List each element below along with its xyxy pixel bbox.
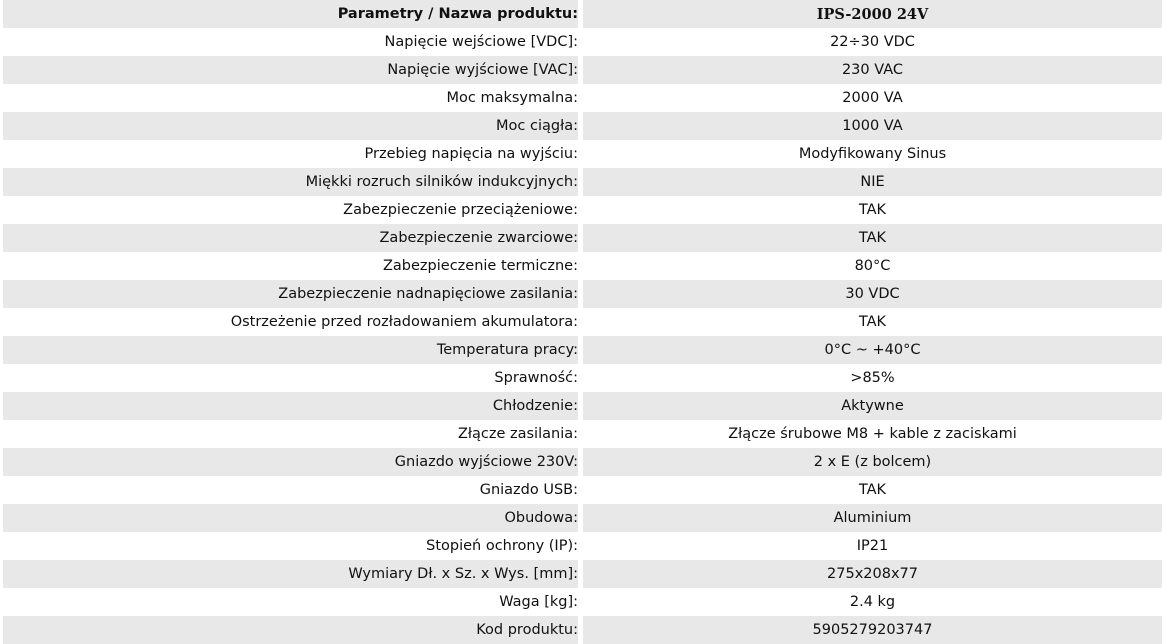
spec-value: NIE — [860, 174, 885, 190]
spec-value: 0°C ~ +40°C — [824, 342, 921, 358]
spec-value: 275x208x77 — [827, 566, 918, 582]
spec-header-row — [3, 0, 1162, 28]
spec-row — [3, 616, 1162, 644]
spec-label: Wymiary Dł. x Sz. x Wys. [mm]: — [348, 566, 578, 582]
spec-label: Zabezpieczenie nadnapięciowe zasilania: — [278, 286, 578, 302]
spec-value: TAK — [858, 482, 887, 498]
spec-label: Kod produktu: — [476, 622, 578, 638]
spec-value: 5905279203747 — [812, 622, 933, 638]
spec-value: IP21 — [856, 538, 889, 554]
spec-value: TAK — [858, 314, 887, 330]
spec-value: TAK — [858, 202, 887, 218]
spec-row — [3, 224, 1162, 252]
spec-row — [3, 476, 1162, 504]
spec-label: Napięcie wyjściowe [VAC]: — [387, 62, 578, 78]
spec-row — [3, 448, 1162, 476]
spec-value: Aktywne — [841, 398, 904, 414]
spec-label: Zabezpieczenie zwarciowe: — [379, 230, 578, 246]
spec-label: Gniazdo wyjściowe 230V: — [394, 454, 578, 470]
spec-label: Zabezpieczenie termiczne: — [382, 258, 578, 274]
spec-rows — [3, 28, 1162, 644]
spec-row — [3, 588, 1162, 616]
spec-value: 80°C — [854, 258, 891, 274]
spec-value: 230 VAC — [841, 62, 904, 78]
spec-label: Moc maksymalna: — [446, 90, 578, 106]
spec-value: 2000 VA — [842, 90, 903, 106]
spec-row — [3, 168, 1162, 196]
spec-label: Sprawność: — [494, 370, 578, 386]
spec-row — [3, 308, 1162, 336]
spec-value: Złącze śrubowe M8 + kable z zaciskami — [728, 426, 1017, 442]
spec-label: Temperatura pracy: — [436, 342, 578, 358]
spec-label: Zabezpieczenie przeciążeniowe: — [343, 202, 578, 218]
spec-label: Złącze zasilania: — [457, 426, 578, 442]
spec-label: Miękki rozruch silników indukcyjnych: — [305, 174, 578, 190]
spec-label: Ostrzeżenie przed rozładowaniem akumulatora: — [230, 314, 578, 330]
spec-value: 1000 VA — [842, 118, 903, 134]
spec-row — [3, 532, 1162, 560]
spec-row — [3, 28, 1162, 56]
spec-label: Przebieg napięcia na wyjściu: — [364, 146, 578, 162]
spec-row — [3, 420, 1162, 448]
spec-label: Obudowa: — [504, 510, 578, 526]
spec-row — [3, 196, 1162, 224]
spec-label: Napięcie wejściowe [VDC]: — [384, 34, 578, 50]
spec-row — [3, 252, 1162, 280]
spec-row — [3, 560, 1162, 588]
spec-row — [3, 392, 1162, 420]
spec-value: 2 x E (z bolcem) — [813, 454, 932, 470]
spec-row — [3, 84, 1162, 112]
spec-header-value: IPS-2000 24V — [816, 5, 929, 23]
spec-value: >85% — [850, 370, 895, 386]
spec-row — [3, 336, 1162, 364]
spec-value: Aluminium — [833, 510, 912, 526]
spec-label: Stopień ochrony (IP): — [426, 538, 578, 554]
spec-value: 22÷30 VDC — [830, 34, 915, 50]
spec-value: Modyfikowany Sinus — [798, 146, 947, 162]
spec-row — [3, 504, 1162, 532]
spec-value: TAK — [858, 230, 887, 246]
spec-row — [3, 364, 1162, 392]
spec-row — [3, 140, 1162, 168]
spec-header-label: Parametry / Nazwa produktu: — [337, 6, 578, 22]
spec-label: Waga [kg]: — [499, 594, 578, 610]
spec-label: Chłodzenie: — [492, 398, 578, 414]
spec-row — [3, 56, 1162, 84]
spec-value: 2.4 kg — [849, 594, 896, 610]
spec-label: Moc ciągła: — [496, 118, 578, 134]
spec-value: 30 VDC — [845, 286, 900, 302]
spec-label: Gniazdo USB: — [479, 482, 578, 498]
spec-row — [3, 280, 1162, 308]
spec-table — [3, 0, 1162, 644]
spec-row — [3, 112, 1162, 140]
